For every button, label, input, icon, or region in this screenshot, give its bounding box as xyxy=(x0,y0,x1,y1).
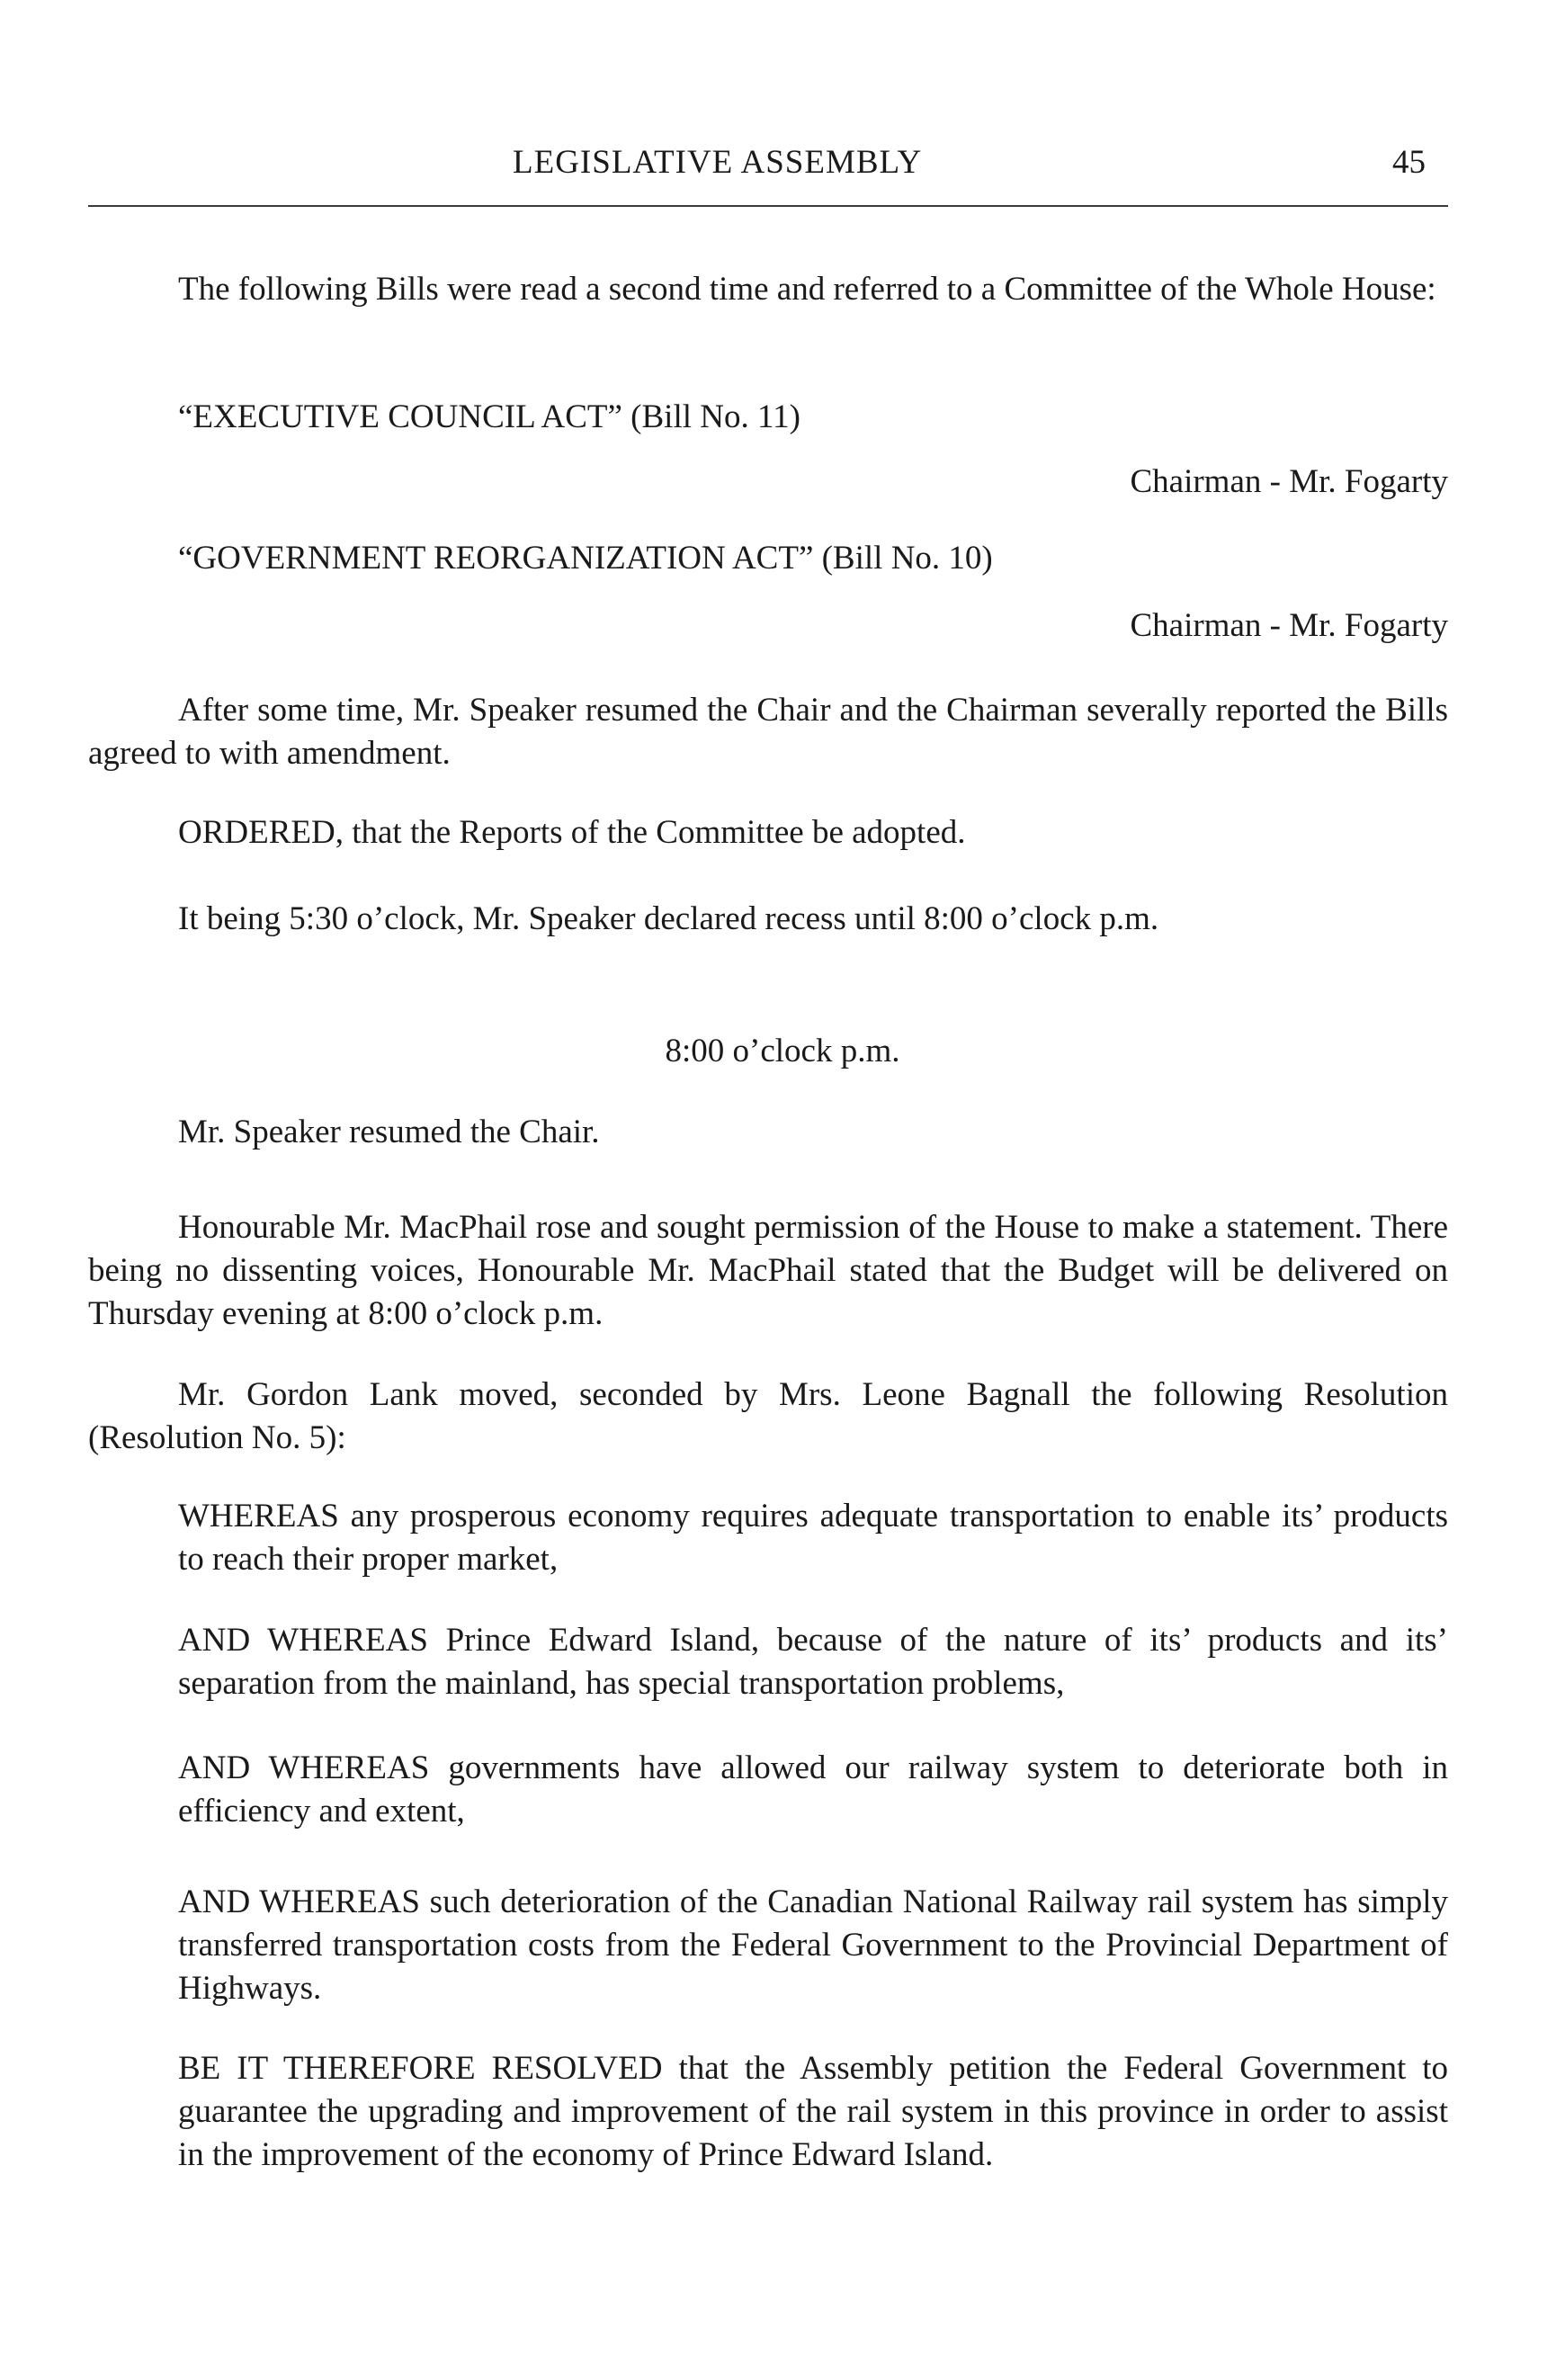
paragraph-resolution-motion xyxy=(88,1373,1448,1460)
paragraph-text: Honourable Mr. MacPhail rose and sought permission of the House to make a statement. There being no dissenting voices, Honourable Mr. MacPhail stated that the Budget will be delivered on Thursday evening at 8:00 o’clock p.m. xyxy=(88,1209,1448,1332)
paragraph-text: After some time, Mr. Speaker resumed the Chair and the Chairman severally reported the Bills agreed to with amendment. xyxy=(88,692,1448,772)
running-header-title: LEGISLATIVE ASSEMBLY xyxy=(513,144,923,181)
paragraph-bills-second-reading xyxy=(88,268,1448,311)
page-number: 45 xyxy=(1392,144,1426,181)
chairman-line-1: Chairman - Mr. Fogarty xyxy=(1130,463,1448,500)
paragraph-ordered: ORDERED, that the Reports of the Committee be adopted. xyxy=(178,814,966,851)
paragraph-speaker-resumed: Mr. Speaker resumed the Chair. xyxy=(178,1114,600,1150)
resolution-resolved: BE IT THEREFORE RESOLVED that the Assembly petition the Federal Government to guarantee the upgrading and improvement of the rail system in this province in order to assist in the improvement of the economy of Prince Edward Island. xyxy=(178,2050,1448,2173)
resolution-whereas-1: WHEREAS any prosperous economy requires adequate transportation to enable its’ products to reach their proper market, xyxy=(178,1498,1448,1578)
paragraph-text: The following Bills were read a second time and referred to a Committee of the Whole House: xyxy=(178,271,1436,308)
resolution-whereas-4: AND WHEREAS such deterioration of the Canadian National Railway rail system has simply transferred transportation costs from the Federal Government to the Provincial Department of Highways. xyxy=(178,1883,1448,2007)
resolution-whereas-2: AND WHEREAS Prince Edward Island, because of the nature of its’ products and its’ separation from the mainland, has special transportation problems, xyxy=(178,1622,1448,1702)
resolution-whereas-3: AND WHEREAS governments have allowed our railway system to deteriorate both in efficiency and extent, xyxy=(178,1749,1448,1830)
paragraph-text: Mr. Gordon Lank moved, seconded by Mrs. Leone Bagnall the following Resolution (Resolution No. 5): xyxy=(88,1376,1448,1456)
paragraph-recess: It being 5:30 o’clock, Mr. Speaker declared recess until 8:00 o’clock p.m. xyxy=(178,900,1159,937)
chairman-line-2: Chairman - Mr. Fogarty xyxy=(1130,607,1448,644)
time-heading: 8:00 o’clock p.m. xyxy=(665,1033,900,1069)
header-rule xyxy=(88,205,1448,207)
bill-executive-council: “EXECUTIVE COUNCIL ACT” (Bill No. 11) xyxy=(178,398,800,435)
paragraph-budget-statement xyxy=(88,1206,1448,1336)
bill-government-reorganization: “GOVERNMENT REORGANIZATION ACT” (Bill No. 10) xyxy=(178,540,993,577)
paragraph-committee-report xyxy=(88,689,1448,775)
